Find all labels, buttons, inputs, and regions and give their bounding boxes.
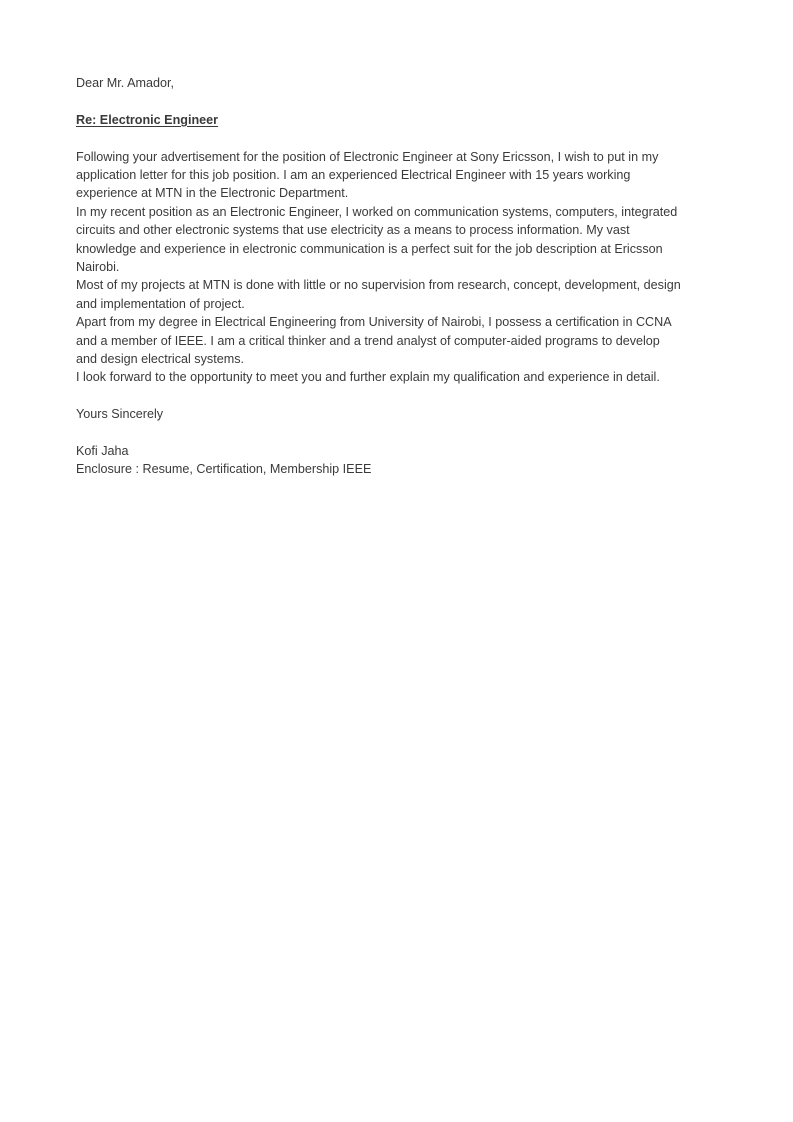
spacer (76, 424, 716, 442)
subject-line: Re: Electronic Engineer (76, 112, 219, 127)
body-line: Most of my projects at MTN is done with little or no supervision from research, concept, development, design (76, 278, 681, 293)
letter-body (76, 74, 716, 479)
spacer (76, 387, 716, 405)
body-line: knowledge and experience in electronic communication is a perfect suit for the job description at Ericsson (76, 241, 663, 256)
body-line: Apart from my degree in Electrical Engineering from University of Nairobi, I possess a certification in CCNA (76, 315, 672, 330)
salutation: Dear Mr. Amador, (76, 76, 174, 90)
body-line: In my recent position as an Electronic Engineer, I worked on communication systems, computers, integrated (76, 204, 678, 219)
signature-name: Kofi Jaha (76, 444, 129, 459)
closing: Yours Sincerely (76, 407, 164, 422)
body-line: application letter for this job position. I am an experienced Electrical Engineer with 15 years working (76, 168, 631, 182)
spacer (76, 92, 716, 110)
body-line: Following your advertisement for the position of Electronic Engineer at Sony Ericsson, I wish to put in my (76, 149, 659, 164)
letter-paragraphs (76, 148, 716, 387)
body-line: and design electrical systems. (76, 352, 244, 367)
enclosure-line: Enclosure : Resume, Certification, Membership IEEE (76, 462, 372, 477)
body-line: experience at MTN in the Electronic Department. (76, 186, 349, 201)
body-line: and a member of IEEE. I am a critical thinker and a trend analyst of computer-aided programs to develop (76, 333, 660, 348)
body-line: circuits and other electronic systems that use electricity as a means to process information. My vast (76, 223, 630, 238)
spacer (76, 129, 716, 147)
body-line: and implementation of project. (76, 296, 245, 311)
body-line: Nairobi. (76, 260, 120, 275)
body-line: I look forward to the opportunity to meet you and further explain my qualification and experience in detail. (76, 370, 660, 385)
